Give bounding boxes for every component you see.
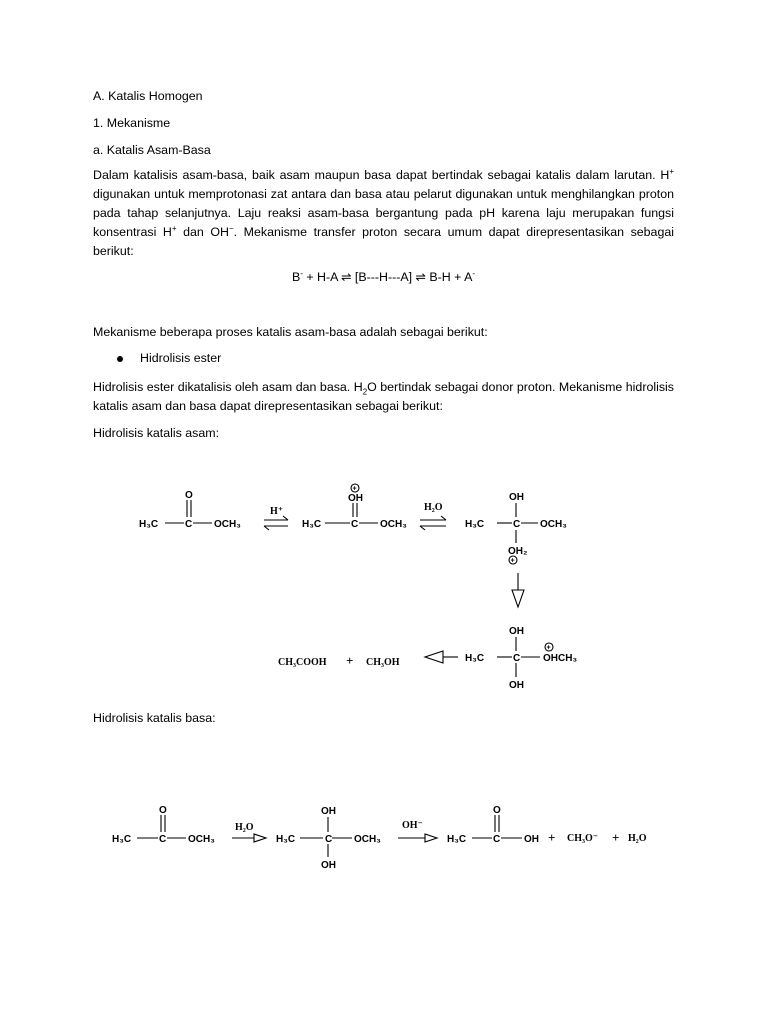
svg-text:OCH₃: OCH₃ bbox=[380, 519, 407, 530]
svg-text:OH: OH bbox=[321, 806, 336, 817]
svg-text:O: O bbox=[185, 490, 193, 501]
svg-text:C: C bbox=[159, 834, 167, 845]
svg-text:OH₂: OH₂ bbox=[508, 546, 528, 557]
svg-text:OH: OH bbox=[509, 626, 524, 637]
svg-text:OH: OH bbox=[524, 834, 539, 845]
svg-text:O: O bbox=[159, 805, 167, 816]
svg-text:C: C bbox=[513, 653, 521, 664]
svg-text:OCH₃: OCH₃ bbox=[354, 834, 381, 845]
product-methanol: CH₃OH bbox=[366, 657, 400, 668]
svg-text:+: + bbox=[546, 644, 551, 652]
product-acetic-acid: CH₃COOH bbox=[278, 657, 327, 668]
svg-text:+: + bbox=[352, 485, 357, 493]
paragraph-ester-hydrolysis: Hidrolisis ester dikatalisis oleh asam dan basa. $H_2O$ bertindak sebagai donor proton. Mekanisme hidrolisis katalis asam dan basa dapat direpresentasikan sebagai berikut: bbox=[93, 380, 674, 413]
reagent-water: H₂O bbox=[424, 502, 443, 513]
reagent-hydroxide: OH⁻ bbox=[402, 820, 423, 831]
svg-text:H₃C: H₃C bbox=[302, 519, 322, 530]
svg-text:C: C bbox=[185, 519, 193, 530]
heading-katalis-asam-basa: a. Katalis Asam-Basa bbox=[93, 143, 211, 157]
svg-text:+: + bbox=[510, 557, 515, 565]
svg-text:OH: OH bbox=[509, 680, 524, 691]
reagent-h-plus: H⁺ bbox=[270, 506, 284, 517]
proton-transfer-equation: B- + H-A ⇌ [B---H---A] ⇌ B-H + A- bbox=[291, 268, 476, 284]
heading-mekanisme: 1. Mekanisme bbox=[93, 116, 171, 130]
heading-katalis-homogen: A. Katalis Homogen bbox=[93, 89, 203, 103]
h3c-label: H₃C bbox=[139, 519, 159, 530]
label-base-catalysis: Hidrolisis katalis basa: bbox=[93, 711, 216, 725]
paragraph-mechanisms: Mekanisme beberapa proses katalis asam-basa adalah sebagai berikut: bbox=[93, 325, 488, 339]
svg-text:OCH₃: OCH₃ bbox=[214, 519, 241, 530]
reagent-water: H₂O bbox=[235, 822, 254, 833]
acid-hydrolysis-scheme bbox=[0, 470, 768, 700]
product-methoxide: CH₃O⁻ bbox=[567, 833, 599, 844]
base-hydrolysis-scheme bbox=[0, 795, 768, 885]
svg-text:H₃C: H₃C bbox=[276, 834, 296, 845]
svg-text:C: C bbox=[493, 834, 501, 845]
svg-text:OH: OH bbox=[509, 492, 524, 503]
svg-text:OCH₃: OCH₃ bbox=[540, 519, 567, 530]
svg-text:H₃C: H₃C bbox=[465, 653, 485, 664]
svg-text:C: C bbox=[351, 519, 359, 530]
svg-text:OHCH₃: OHCH₃ bbox=[543, 653, 578, 664]
bullet-icon bbox=[117, 356, 123, 362]
svg-text:OH: OH bbox=[321, 860, 336, 871]
svg-text:+: + bbox=[346, 653, 354, 668]
svg-text:C: C bbox=[325, 834, 333, 845]
svg-text:OCH₃: OCH₃ bbox=[188, 834, 215, 845]
svg-text:OH: OH bbox=[348, 493, 363, 504]
product-water: H₂O bbox=[628, 833, 647, 844]
svg-text:+: + bbox=[548, 830, 556, 845]
svg-text:O: O bbox=[493, 805, 501, 816]
svg-text:H₃C: H₃C bbox=[465, 519, 485, 530]
bullet-hidrolisis-ester: Hidrolisis ester bbox=[140, 351, 222, 365]
svg-text:+: + bbox=[612, 830, 620, 845]
svg-text:C: C bbox=[513, 519, 521, 530]
paragraph-intro: Dalam katalisis asam-basa, baik asam maupun basa dapat bertindak sebagai katalis dalam larutan. H+ digunakan untuk memprotonasi zat antara dan basa atau pelarut digunakan untuk menghilangkan proton pada tahap selanjutnya. Laju reaksi asam-basa bergantung pada pH karena laju merupakan fungsi konsentrasi H+ dan OH−. Mekanisme transfer proton secara umum dapat direpresentasikan sebagai berikut: bbox=[93, 166, 674, 258]
svg-text:H₃C: H₃C bbox=[112, 834, 132, 845]
svg-text:H₃C: H₃C bbox=[447, 834, 467, 845]
label-acid-catalysis: Hidrolisis katalis asam: bbox=[93, 426, 220, 440]
